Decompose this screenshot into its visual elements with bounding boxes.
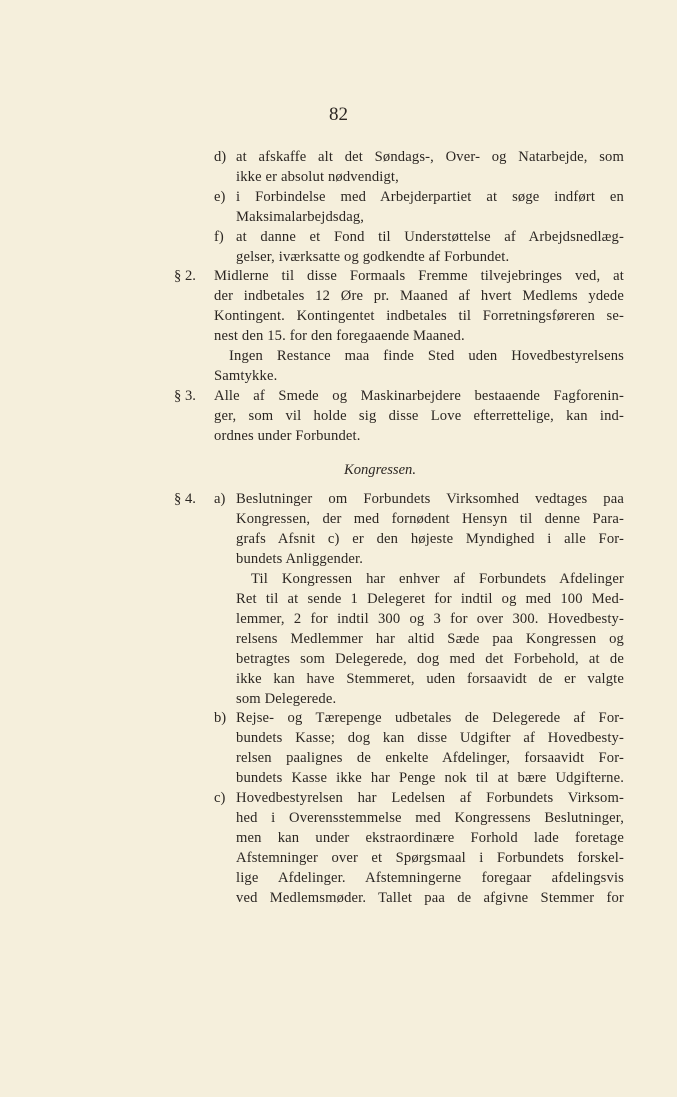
section-4-c-line-5: lige Afdelinger. Afstemningerne foregaar afdelingsvis <box>236 870 624 886</box>
list-item-e-line-2: Maksimalarbejdsdag, <box>236 209 365 225</box>
section-4-b-line-3: relsen paalignes de enkelte Afdelinger, forsaavidt For- <box>236 750 624 766</box>
section-4-b-line-1: Rejse- og Tærepenge udbetales de Delegerede af For- <box>236 710 624 726</box>
list-item-d-line-1: at afskaffe alt det Søndags-, Over- og Natarbejde, som <box>236 149 624 165</box>
section-3-line-2: ger, som vil holde sig disse Love efterrettelige, kan ind- <box>214 408 624 424</box>
list-item-f-line-2: gelser, iværksatte og godkendte af Forbundet. <box>236 249 510 265</box>
list-marker-d: d) <box>214 149 227 165</box>
list-item-f-line-1: at danne et Fond til Understøttelse af Arbejdsnedlæg- <box>236 229 624 245</box>
section-4-a-line-1: Beslutninger om Forbundets Virksomhed vedtages paa <box>236 491 624 507</box>
section-4-a-line-4: bundets Anliggender. <box>236 551 364 567</box>
section-2-line-1: Midlerne til disse Formaals Fremme tilvejebringes ved, at <box>214 268 624 284</box>
list-item-e-line-1: i Forbindelse med Arbejderpartiet at søge indført en <box>236 189 624 205</box>
section-4-a-para2-line-7: som Delegerede. <box>236 691 337 707</box>
section-4-a-line-3: grafs Afsnit c) er den højeste Myndighed i alle For- <box>236 531 624 547</box>
section-3-line-1: Alle af Smede og Maskinarbejdere bestaaende Fagforenin- <box>214 388 624 404</box>
section-4-a-para2-line-2: Ret til at sende 1 Delegeret for indtil og med 100 Med- <box>236 591 624 607</box>
section-4-a-para2-line-1: Til Kongressen har enhver af Forbundets Afdelinger <box>251 571 624 587</box>
section-4-marker: § 4. <box>174 491 196 507</box>
section-4-c-line-3: men kan under ekstraordinære Forhold lade foretage <box>236 830 624 846</box>
section-4-c-marker: c) <box>214 790 226 806</box>
section-4-c-line-1: Hovedbestyrelsen har Ledelsen af Forbundets Virksom- <box>236 790 624 806</box>
section-heading: Kongressen. <box>343 462 417 478</box>
section-2-marker: § 2. <box>174 268 196 284</box>
section-2-line-4: nest den 15. for den foregaaende Maaned. <box>214 328 465 344</box>
section-4-a-marker: a) <box>214 491 226 507</box>
section-4-b-line-4: bundets Kasse ikke har Penge nok til at bære Udgifterne. <box>236 770 624 786</box>
page-number: 82 <box>329 104 348 125</box>
section-3-marker: § 3. <box>174 388 196 404</box>
section-2-line-2: der indbetales 12 Øre pr. Maaned af hvert Medlems ydede <box>214 288 624 304</box>
section-4-a-para2-line-5: betragtes som Delegerede, dog med det Forbehold, at de <box>236 651 624 667</box>
section-4-b-marker: b) <box>214 710 227 726</box>
section-3-line-3: ordnes under Forbundet. <box>214 428 361 444</box>
section-4-a-para2-line-4: relsens Medlemmer har altid Sæde paa Kongressen og <box>236 631 624 647</box>
section-4-c-line-2: hed i Overensstemmelse med Kongressens Beslutninger, <box>236 810 624 826</box>
section-4-c-line-4: Afstemninger over et Spørgsmaal i Forbundets forskel- <box>236 850 624 866</box>
section-2-line-6: Samtykke. <box>214 368 278 384</box>
section-4-a-line-2: Kongressen, der med fornødent Hensyn til denne Para- <box>236 511 624 527</box>
section-4-a-para2-line-3: lemmer, 2 for indtil 300 og 3 for over 300. Hovedbesty- <box>236 611 624 627</box>
list-marker-f: f) <box>214 229 224 245</box>
section-2-line-5: Ingen Restance maa finde Sted uden Hovedbestyrelsens <box>229 348 624 364</box>
section-4-c-line-6: ved Medlemsmøder. Tallet paa de afgivne Stemmer for <box>236 890 624 906</box>
section-4-b-line-2: bundets Kasse; dog kan disse Udgifter af Hovedbesty- <box>236 730 624 746</box>
section-4-a-para2-line-6: ikke kan have Stemmeret, uden forsaavidt de er valgte <box>236 671 624 687</box>
section-2-line-3: Kontingent. Kontingentet indbetales til Forretningsføreren se- <box>214 308 624 324</box>
list-marker-e: e) <box>214 189 226 205</box>
list-item-d-line-2: ikke er absolut nødvendigt, <box>236 169 399 185</box>
